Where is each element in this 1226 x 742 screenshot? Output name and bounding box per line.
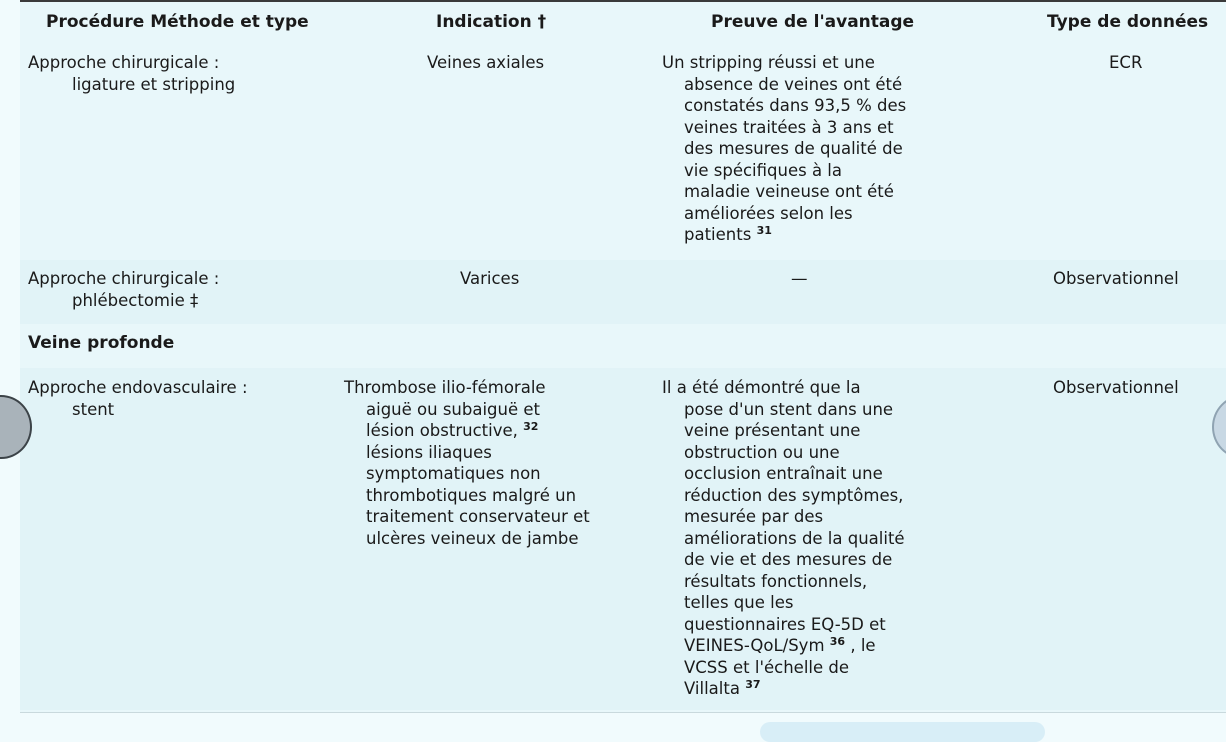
row2-evidence: —	[791, 269, 808, 288]
header-data-type: Type de données	[1047, 12, 1209, 32]
table-top-rule	[20, 0, 1226, 2]
header-evidence: Preuve de l'avantage	[711, 12, 915, 32]
reference-32: 32	[523, 420, 539, 433]
header-procedure: Procédure Méthode et type	[46, 12, 309, 32]
row1-procedure: Approche chirurgicale : ligature et stripping	[28, 53, 236, 94]
reference-36: 36	[829, 635, 846, 648]
row2-indication: Varices	[460, 269, 520, 288]
reference-37: 37	[745, 678, 761, 691]
row3-data-type: Observationnel	[1053, 378, 1179, 397]
section-deep-vein: Veine profonde	[28, 333, 175, 353]
row3-indication: Thrombose ilio-fémorale aiguë ou subaiguë et lésion obstructive, $^{32}$ lésions iliaques symptomatiques non thrombotiques malgré un traitement conservateur et ulcères veineux de jambe	[344, 378, 590, 548]
scroll-indicator	[760, 722, 1045, 742]
row1-evidence: Un stripping réussi et une absence de veines ont été constatés dans 93,5 % des veines traitées à 3 ans et des mesures de qualité de vie spécifiques à la maladie veineuse ont été améliorées selon les patients $^{31}$	[662, 53, 907, 244]
row3-evidence: Il a été démontré que la pose d'un stent dans une veine présentant une obstruction ou une occlusion entraînait une réduction des symptômes, mesurée par des améliorations de la qualité de vie et des mesures de résultats fonctionnels, telles que les questionnaires EQ-5D et VEINES-QoL/Sym $^{36}$ , le VCSS et l'échelle de Villalta $^{37}$	[662, 378, 905, 698]
reference-31: 31	[756, 224, 772, 237]
row1-indication: Veines axiales	[427, 53, 545, 72]
row1-data-type: ECR	[1109, 53, 1143, 72]
row2-procedure: Approche chirurgicale : phlébectomie ‡	[28, 269, 220, 310]
header-indication: Indication †	[436, 12, 547, 32]
row3-procedure: Approche endovasculaire : stent	[28, 378, 248, 419]
row2-data-type: Observationnel	[1053, 269, 1179, 288]
